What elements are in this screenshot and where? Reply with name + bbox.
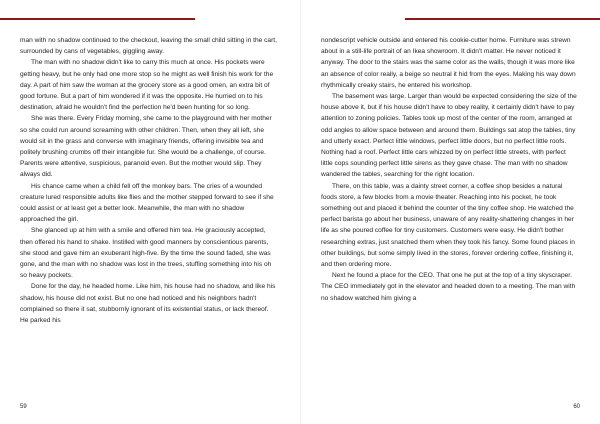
paragraph: nondescript vehicle outside and entered his cookie-cutter home. Furniture was strewn about in a still-life portrait of an Ikea showroom. It didn't matter. He never noticed it anyway. The door to the stairs was the same color as the walls, though it was more like an absence of color really, a beige so neutral it hid from the eyes. Making his way down rhythmically creaky stairs, he entered his workshop. xyxy=(321,37,576,89)
page-number-right: 60 xyxy=(573,404,580,410)
paragraph: The basement was large. Larger than would be expected considering the size of the house above it, but if his house didn't have to obey reality, it certainly didn't have to pay attention to zoning policies. Tables took up most of the center of the room, arranged at odd angles to allow space between and around them. Buildings sat atop the tables, tiny and utterly exact. Perfect little windows, perfect little doors, but no perfect little roofs. Nothing had a roof. Perfect little cars whizzed by on perfect little streets, with perfect little cops sounding perfect little sirens as they gave chase. The man with no shadow wandered the tables, searching for the right location. xyxy=(321,93,577,179)
paragraph: Done for the day, he headed home. Like him, his house had no shadow, and like his shadow, his house did not exist. But no one had noticed and his neighbors hadn't complained so there it sat, stubbornly ignorant of its existential status, or lack thereof. He parked his xyxy=(20,283,276,325)
header-rule-left xyxy=(0,18,195,20)
paragraph: His chance came when a child fell off the monkey bars. The cries of a wounded creature lured responsible adults like flies and the mother stepped forward to see if she could assist or at least get a better look. Meanwhile, the man with no shadow approached the girl. xyxy=(20,182,274,224)
paragraph: There, on this table, was a dainty street corner, a coffee shop besides a natural foods store, a few blocks from a movie theater. Reaching into his pocket, he took something out and placed it behind the counter of the tiny coffee shop. He watched the perfect barista go about her business, unaware of any reality-shattering changes in her life as she poured coffee for tiny customers. Customers were easy. He didn't bother researching extras, just snatched them when they took his fancy. Some found places in other buildings, but some simply lived in the stores, forever ordering coffee, finishing it, and then ordering more. xyxy=(321,182,575,269)
left-page-text xyxy=(20,35,278,326)
book-gutter xyxy=(300,0,301,424)
paragraph: She was there. Every Friday morning, she came to the playground with her mother so she could run around screaming with other children. Then, when they all left, she would sit in the grass and converse with imaginary friends, offering invisible tea and politely brushing crumbs off their intangible fur. She would be a challenge, of course. Parents were attentive, suspicious, paranoid even. But the mother would slip. They always did. xyxy=(20,115,272,179)
page-number-left: 59 xyxy=(20,404,27,410)
paragraph: The man with no shadow didn't like to carry this much at once. His pockets were getting heavy, but he only had one more stop so he might as well finish his work for the day. A part of him saw the woman at the grocery store as a good omen, an extra bit of good fortune. But a part of him wondered if it was the opposite. He hurried on to his destination, afraid he wouldn't find the perfection he'd been hunting for so long. xyxy=(20,59,274,112)
header-rule-right xyxy=(405,18,600,20)
right-page-text xyxy=(321,35,579,304)
paragraph: She glanced up at him with a smile and offered him tea. He graciously accepted, then offered his hand to shake. Instilled with good manners by conscientious parents, she stood and gave him an exuberant high-five. By the time the sound faded, she was gone, and the man with no shadow was lost in the trees, stuffing something into his oh so heavy pockets. xyxy=(20,227,272,280)
paragraph: man with no shadow continued to the checkout, leaving the small child sitting in the cart, surrounded by cans of vegetables, giggling away. xyxy=(20,37,277,56)
paragraph: Next he found a place for the CEO. That one he put at the top of a tiny skyscraper. The CEO immediately got in the elevator and headed down to a meeting. The man with no shadow watched him giving a xyxy=(321,272,576,302)
